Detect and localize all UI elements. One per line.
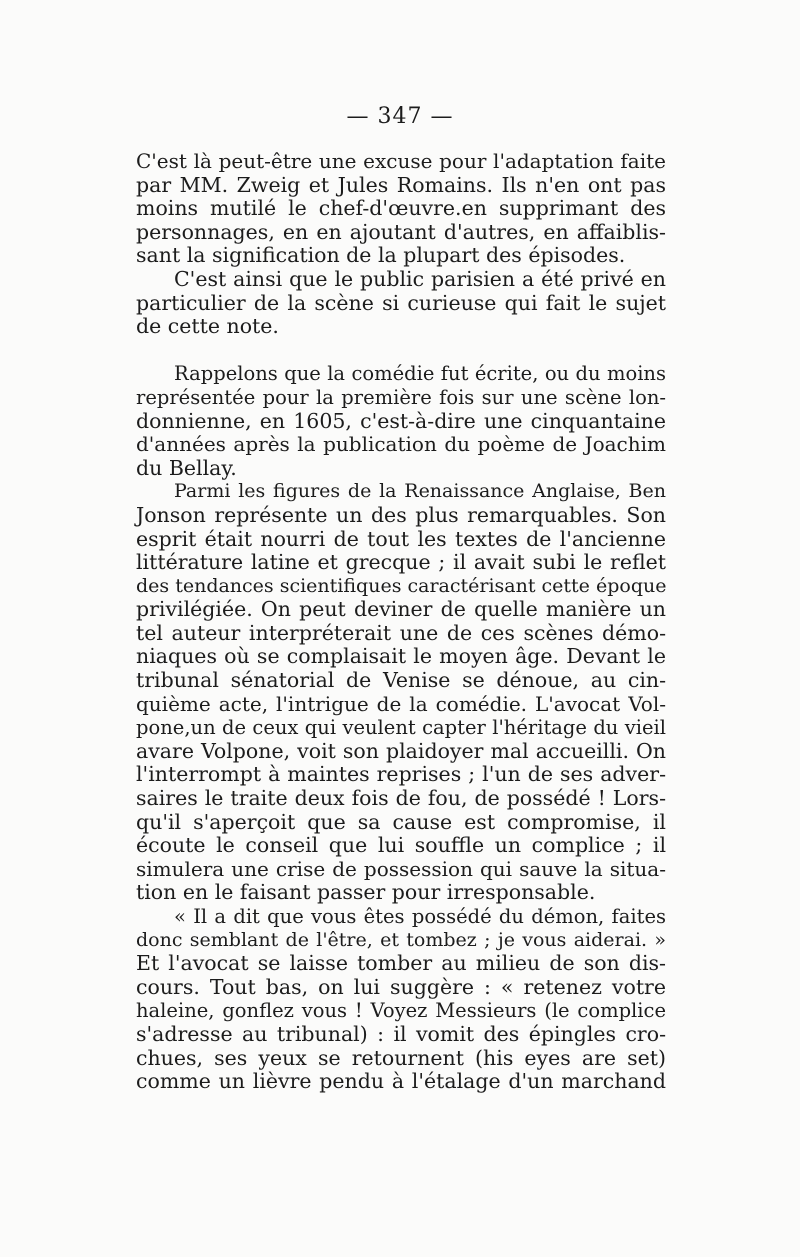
text-line: privilégiée. On peut deviner de quelle manière un xyxy=(136,597,666,622)
text-line: Et l'avocat se laisse tomber au milieu de son dis- xyxy=(136,951,666,976)
text-line: représentée pour la première fois sur une scène lon- xyxy=(136,385,666,409)
text-line: C'est ainsi que le public parisien a été privé en xyxy=(174,266,666,291)
text-line: comme un lièvre pendu à l'étalage d'un marchand xyxy=(136,1069,666,1094)
text-line: donc semblant de l'être, et tombez ; je vous aiderai. » xyxy=(136,928,666,951)
text-line: Rappelons que la comédie fut écrite, ou du moins xyxy=(174,362,666,386)
text-line: « Il a dit que vous êtes possédé du démon, faites xyxy=(174,905,666,928)
text-line: l'interrompt à maintes reprises ; l'un de ses adver- xyxy=(136,762,666,787)
text-line: quième acte, l'intrigue de la comédie. L'avocat Vol- xyxy=(136,691,666,716)
text-line: qu'il s'aperçoit que sa cause est compromise, il xyxy=(136,809,666,834)
text-line: niaques où se complaisait le moyen âge. Devant le xyxy=(136,644,666,669)
text-line: d'années après la publication du poème de Joachim xyxy=(136,432,666,457)
text-line: tel auteur interpréterait une de ces scènes démo- xyxy=(136,620,666,645)
text-line: haleine, gonflez vous ! Voyez Messieurs (le complice xyxy=(136,999,666,1023)
paragraph-gap xyxy=(136,339,666,363)
page-number: — 347 — xyxy=(346,104,454,129)
text-line: Jonson représente un des plus remarquables. Son xyxy=(136,502,666,527)
text-line: donnienne, en 1605, c'est-à-dire une cinquantaine xyxy=(136,408,666,433)
text-line: par MM. Zweig et Jules Romains. Ils n'en ont pas xyxy=(136,172,666,197)
text-line: tribunal sénatorial de Venise se dénoue, au cin- xyxy=(136,668,666,693)
text-line: particulier de la scène si curieuse qui fait le sujet xyxy=(136,290,666,315)
body-text xyxy=(136,150,666,1094)
text-line: moins mutilé le chef-d'œuvre.en supprimant des xyxy=(136,196,666,221)
text-line: chues, ses yeux se retournent (his eyes are set) xyxy=(136,1045,666,1070)
text-line: esprit était nourri de tout les textes de l'ancienne xyxy=(136,526,666,551)
text-line: personnages, en en ajoutant d'autres, en affaiblis- xyxy=(136,219,666,244)
text-line: littérature latine et grecque ; il avait subi le reflet xyxy=(136,550,666,575)
text-line: des tendances scientifiques caractérisant cette époque xyxy=(136,574,667,597)
text-line: simulera une crise de possession qui sauve la situa- xyxy=(136,856,666,881)
text-line: C'est là peut-être une excuse pour l'adaptation faite xyxy=(136,149,666,173)
text-line: écoute le conseil que lui souffle un complice ; il xyxy=(136,833,666,858)
text-line: saires le traite deux fois de fou, de possédé ! Lors- xyxy=(136,786,666,811)
text-line: du Bellay. xyxy=(136,455,237,480)
text-line: de cette note. xyxy=(136,314,279,339)
text-line: Parmi les figures de la Renaissance Anglaise, Ben xyxy=(174,480,666,503)
text-line: avare Volpone, voit son plaidoyer mal accueilli. On xyxy=(136,738,666,763)
text-line: s'adresse au tribunal) : il vomit des épingles cro- xyxy=(136,1021,666,1046)
text-line: pone,un de ceux qui veulent capter l'héritage du vieil xyxy=(136,716,666,740)
text-line: sant la signification de la plupart des épisodes. xyxy=(136,243,626,268)
text-line: cours. Tout bas, on lui suggère : « retenez votre xyxy=(136,974,666,999)
text-line: tion en le faisant passer pour irresponsable. xyxy=(136,880,596,905)
